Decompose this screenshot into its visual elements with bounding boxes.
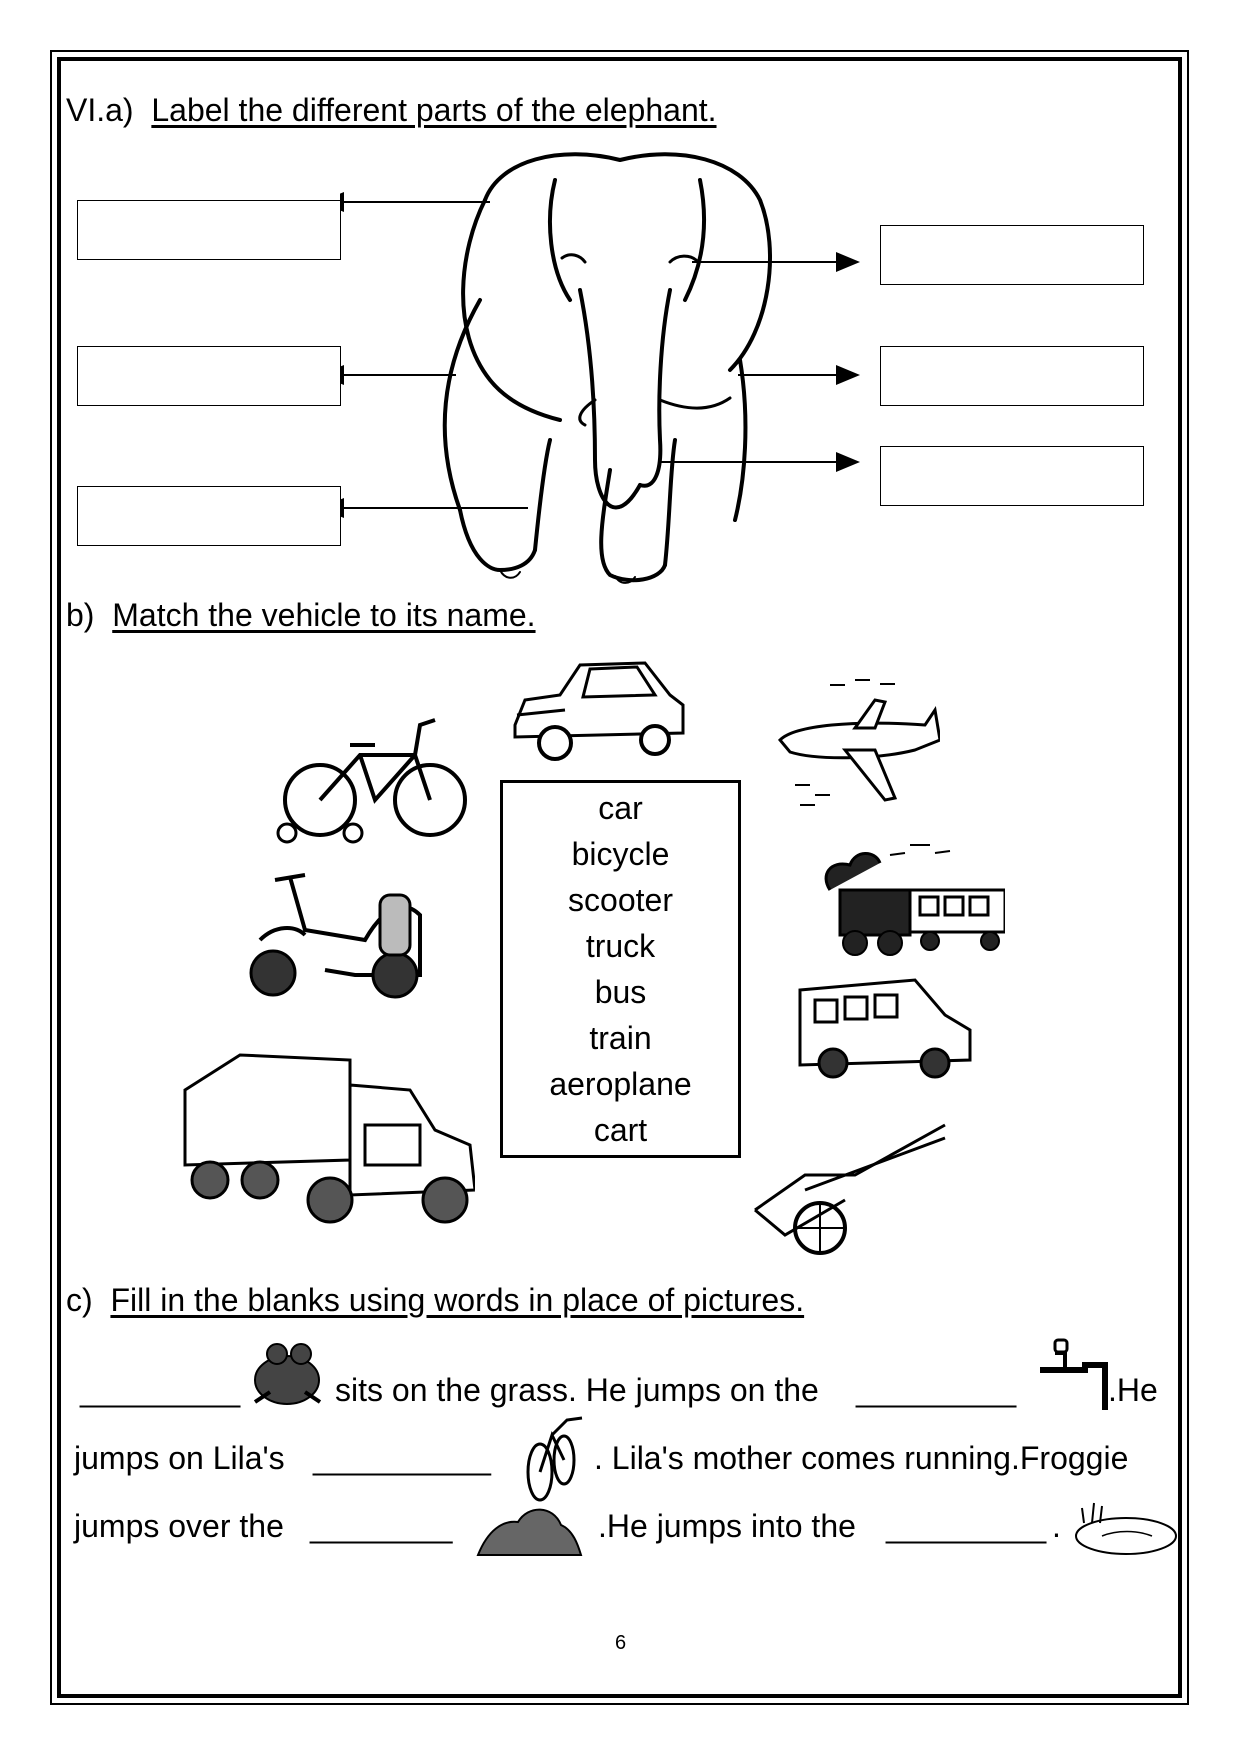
section-c-number: c) bbox=[66, 1282, 93, 1318]
sentence-3-text: jumps over the bbox=[74, 1508, 284, 1544]
train-icon bbox=[810, 835, 1005, 960]
elephant-illustration bbox=[340, 140, 900, 600]
aeroplane-icon bbox=[775, 670, 940, 815]
word-train: train bbox=[589, 1020, 652, 1056]
word-bicycle: bicycle bbox=[571, 836, 670, 872]
vehicle-word-box bbox=[500, 780, 741, 1158]
label-box-eye[interactable] bbox=[880, 225, 1144, 285]
sentence-3-middle: .He jumps into the bbox=[598, 1508, 856, 1544]
fill-blank-3[interactable]: __________ bbox=[313, 1440, 491, 1476]
truck-icon bbox=[180, 1050, 475, 1230]
frog-icon bbox=[245, 1332, 327, 1414]
word-scooter: scooter bbox=[568, 882, 673, 918]
fill-blank-2[interactable]: _________ bbox=[856, 1372, 1017, 1408]
section-a-heading bbox=[66, 92, 717, 129]
label-box-leg-upper[interactable] bbox=[77, 346, 341, 406]
car-icon bbox=[505, 655, 690, 770]
page-number: 6 bbox=[614, 1632, 627, 1654]
fill-blank-4[interactable]: ________ bbox=[310, 1508, 453, 1544]
sentence-2-text: jumps on Lila's bbox=[74, 1440, 285, 1476]
word-truck: truck bbox=[585, 928, 656, 964]
fill-blank-1[interactable]: _________ bbox=[80, 1372, 241, 1408]
bicycle-small-icon bbox=[522, 1410, 584, 1505]
section-c-heading bbox=[66, 1282, 804, 1319]
scooter-icon bbox=[235, 855, 435, 1005]
fill-blank-5[interactable]: _________ bbox=[886, 1508, 1047, 1544]
label-box-foot[interactable] bbox=[77, 486, 341, 546]
sentence-3-end: . bbox=[1052, 1508, 1061, 1544]
cart-icon bbox=[745, 1120, 950, 1255]
word-aeroplane: aeroplane bbox=[549, 1066, 692, 1102]
label-box-tusk[interactable] bbox=[880, 346, 1144, 406]
tap-icon bbox=[1035, 1335, 1110, 1410]
sentence-1-text: sits on the grass. He jumps on the bbox=[335, 1372, 819, 1408]
section-b-number: b) bbox=[66, 597, 95, 633]
bicycle-icon bbox=[275, 705, 475, 845]
section-a-instruction: Label the different parts of the elephant. bbox=[151, 92, 717, 128]
bus-icon bbox=[795, 975, 975, 1085]
word-cart: cart bbox=[593, 1112, 648, 1148]
pond-icon bbox=[1072, 1498, 1180, 1558]
label-box-ear[interactable] bbox=[77, 200, 341, 260]
sentence-2-end: . Lila's mother comes running.Froggie bbox=[594, 1440, 1129, 1476]
word-car: car bbox=[598, 790, 643, 826]
section-a-number: VI.a) bbox=[66, 92, 134, 128]
section-b-instruction: Match the vehicle to its name. bbox=[112, 597, 536, 633]
word-bus: bus bbox=[594, 974, 647, 1010]
sentence-1-end: .He bbox=[1108, 1372, 1158, 1408]
section-c-instruction: Fill in the blanks using words in place of pictures. bbox=[110, 1282, 805, 1318]
bush-icon bbox=[473, 1500, 583, 1558]
label-box-trunk[interactable] bbox=[880, 446, 1144, 506]
section-b-heading bbox=[66, 597, 536, 634]
